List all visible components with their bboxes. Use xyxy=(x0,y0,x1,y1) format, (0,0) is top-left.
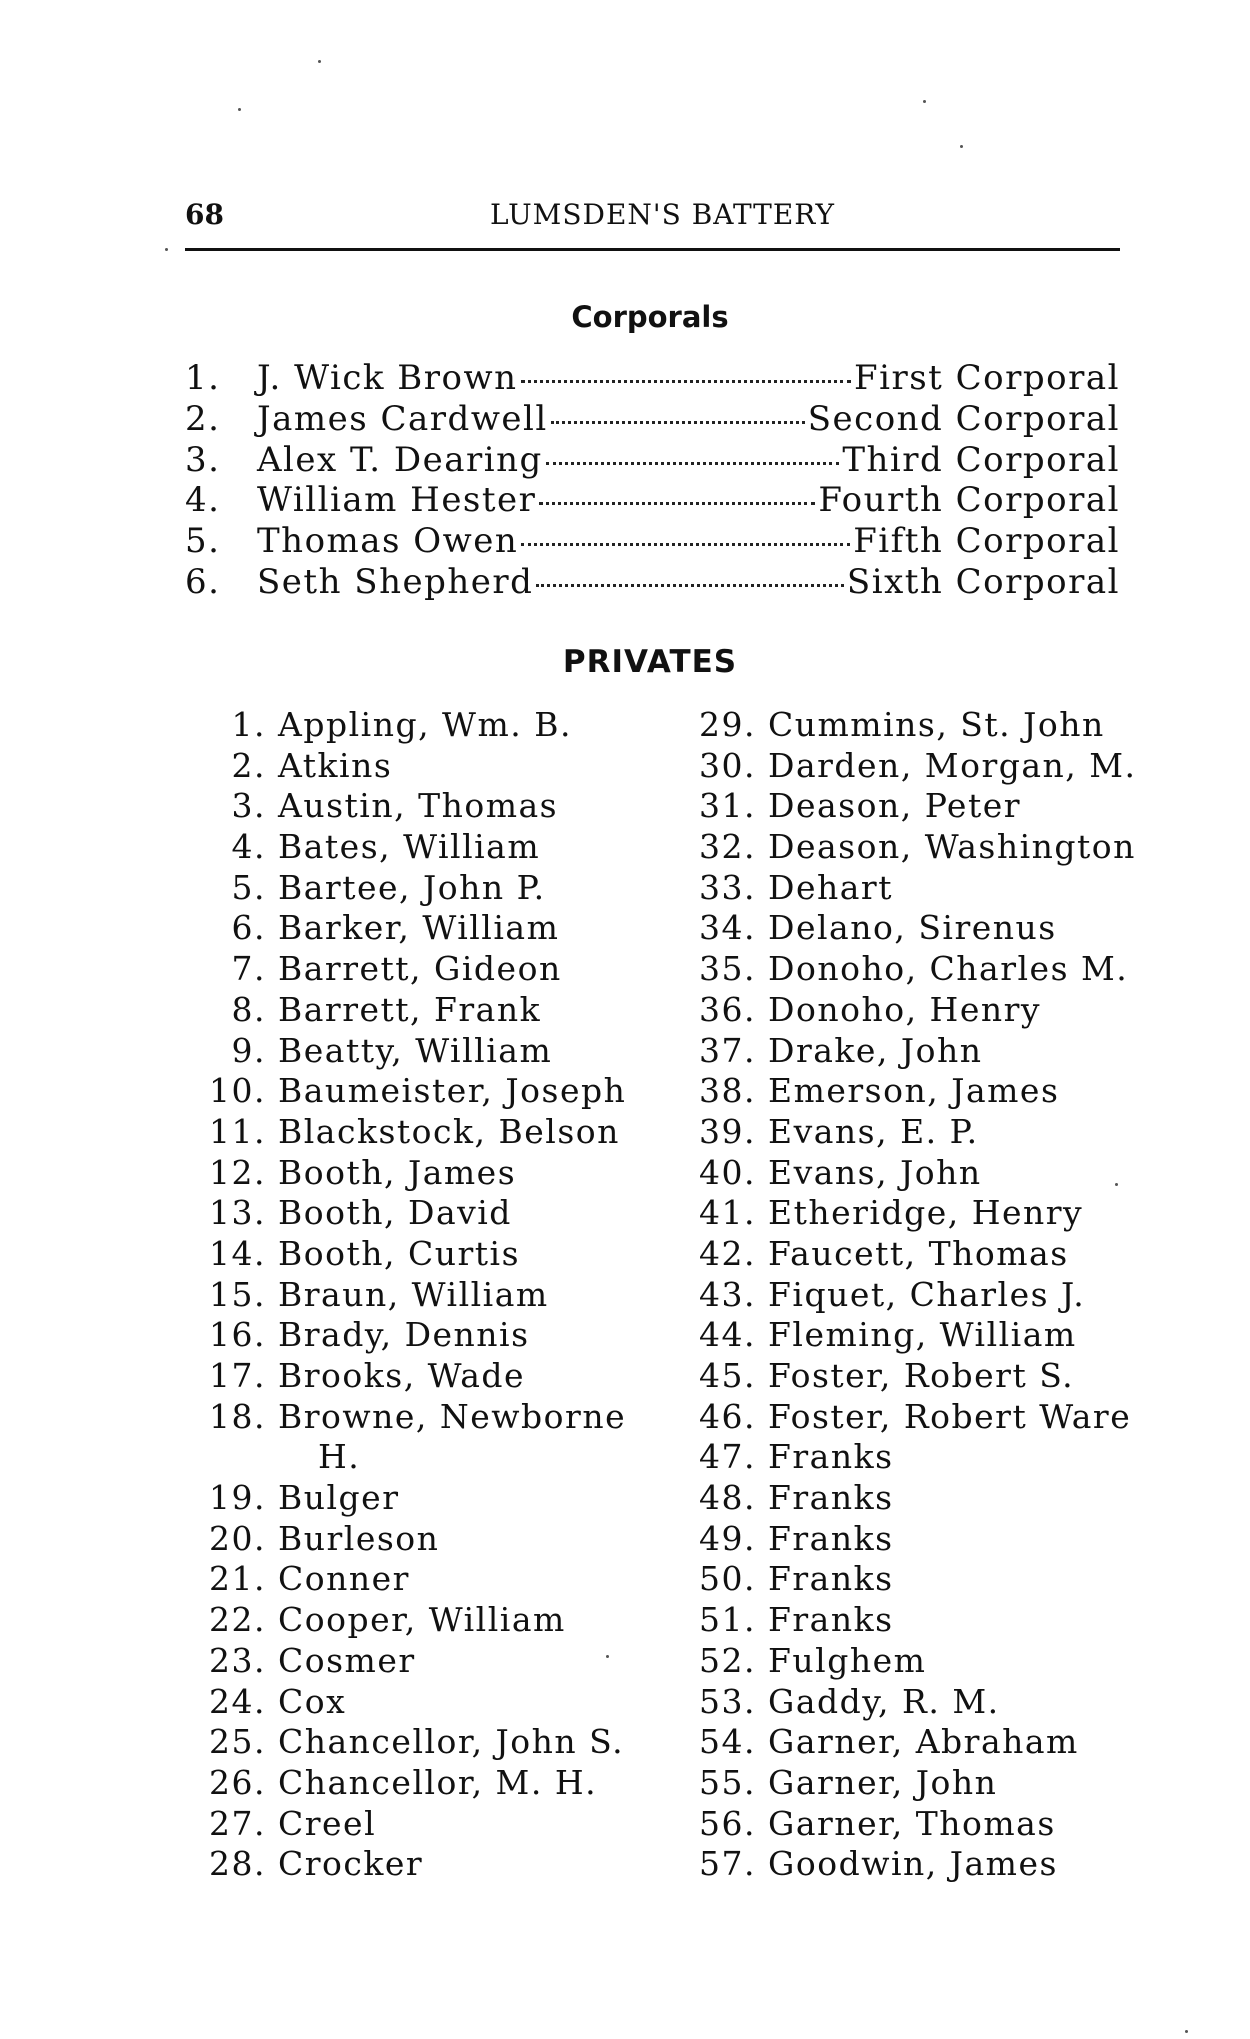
private-row xyxy=(190,1275,660,1316)
private-row xyxy=(190,908,660,949)
private-row xyxy=(190,1519,660,1560)
private-number: 4. xyxy=(231,827,266,867)
private-name: Beatty, William xyxy=(278,1030,553,1070)
private-number: 27. xyxy=(209,1803,266,1843)
privates-column-left xyxy=(190,705,660,1885)
private-name: Appling, Wm. B. xyxy=(278,705,572,744)
dot-leader xyxy=(551,421,805,424)
private-name: Garner, Abraham xyxy=(768,1722,1079,1762)
private-name: Donoho, Charles M. xyxy=(768,949,1129,989)
private-number: 53. xyxy=(699,1681,756,1721)
private-row xyxy=(190,1478,660,1519)
corporal-rank: First Corporal xyxy=(853,358,1120,398)
private-row xyxy=(680,1275,1140,1316)
private-number: 51. xyxy=(699,1600,756,1640)
corporal-name: J. Wick Brown xyxy=(257,358,518,398)
private-number: 6. xyxy=(231,908,266,948)
private-number: 42. xyxy=(699,1233,756,1273)
corporal-rank: Fifth Corporal xyxy=(853,521,1120,562)
private-row xyxy=(680,746,1140,787)
private-row xyxy=(680,1600,1140,1641)
private-number: 20. xyxy=(209,1518,266,1558)
private-number: 38. xyxy=(699,1071,756,1111)
private-number: 39. xyxy=(699,1111,756,1151)
private-name: Cox xyxy=(278,1681,347,1721)
private-name: Bartee, John P. xyxy=(278,867,546,907)
private-name: Faucett, Thomas xyxy=(768,1233,1069,1273)
private-row xyxy=(190,1193,660,1234)
private-row xyxy=(190,868,660,909)
private-row xyxy=(190,1844,660,1885)
private-row xyxy=(190,786,660,827)
private-number: 47. xyxy=(699,1437,756,1477)
private-name: Garner, Thomas xyxy=(768,1803,1056,1843)
private-name: Donoho, Henry xyxy=(768,989,1042,1029)
private-row xyxy=(680,1559,1140,1600)
privates-heading: PRIVATES xyxy=(562,644,738,680)
private-number: 31. xyxy=(699,786,756,826)
private-name: Brooks, Wade xyxy=(278,1356,526,1395)
private-row xyxy=(680,990,1140,1031)
page-header xyxy=(185,198,1120,251)
corporal-name: William Hester xyxy=(257,480,537,521)
private-name: Austin, Thomas xyxy=(278,786,559,826)
page-number: 68 xyxy=(185,198,224,231)
private-row xyxy=(680,1356,1140,1397)
corporal-rank: Second Corporal xyxy=(807,398,1120,439)
private-name: Cummins, St. John xyxy=(768,705,1105,744)
private-number: 18. xyxy=(209,1396,266,1436)
private-number: 56. xyxy=(699,1803,756,1843)
private-name: Delano, Sirenus xyxy=(768,908,1057,948)
private-name: Fleming, William xyxy=(768,1315,1077,1355)
dot-leader xyxy=(536,584,844,587)
private-row xyxy=(190,990,660,1031)
private-name: Barrett, Gideon xyxy=(278,949,562,989)
private-number: 24. xyxy=(209,1681,266,1721)
private-row xyxy=(680,1397,1140,1438)
private-name: Franks xyxy=(768,1600,894,1640)
private-number: 40. xyxy=(699,1152,756,1192)
scan-speck xyxy=(165,248,168,251)
corporals-heading: Corporals xyxy=(571,300,729,334)
private-number: 23. xyxy=(209,1640,266,1680)
scan-speck xyxy=(1185,2030,1188,2033)
scan-speck xyxy=(960,145,963,148)
corporal-row xyxy=(185,399,1120,440)
private-row xyxy=(190,705,660,746)
corporal-number: 1. xyxy=(185,358,221,398)
private-name: Goodwin, James xyxy=(768,1844,1058,1884)
private-name: Drake, John xyxy=(768,1030,983,1070)
private-row xyxy=(680,1478,1140,1519)
private-number: 22. xyxy=(209,1600,266,1640)
private-number: 7. xyxy=(231,949,266,989)
private-name: Bulger xyxy=(278,1478,400,1518)
corporal-name: Seth Shepherd xyxy=(257,561,534,602)
private-row xyxy=(190,1153,660,1194)
private-name: Braun, William xyxy=(278,1274,549,1314)
private-name: Deason, Peter xyxy=(768,786,1022,826)
private-row xyxy=(680,1071,1140,1112)
private-row xyxy=(680,1804,1140,1845)
corporal-row xyxy=(185,480,1120,521)
corporal-name: Alex T. Dearing xyxy=(257,439,543,480)
private-number: 45. xyxy=(699,1356,756,1395)
private-row xyxy=(190,827,660,868)
private-name: Atkins xyxy=(278,745,393,785)
private-number: 37. xyxy=(699,1030,756,1070)
private-name: Chancellor, M. H. xyxy=(278,1762,598,1802)
private-number: 30. xyxy=(699,745,756,785)
private-row xyxy=(680,1193,1140,1234)
private-row xyxy=(190,949,660,990)
private-name: Barrett, Frank xyxy=(278,989,542,1029)
private-row xyxy=(190,1071,660,1112)
private-row xyxy=(680,1641,1140,1682)
corporal-number: 2. xyxy=(185,398,221,439)
private-name: Franks xyxy=(768,1437,894,1477)
private-number: 36. xyxy=(699,989,756,1029)
scan-speck xyxy=(318,60,321,63)
private-name: Deason, Washington xyxy=(768,827,1136,867)
private-row xyxy=(680,1844,1140,1885)
private-number: 1. xyxy=(231,705,266,744)
private-number: 52. xyxy=(699,1640,756,1680)
private-row xyxy=(190,1397,660,1438)
private-row xyxy=(680,949,1140,990)
private-name: Barker, William xyxy=(278,908,560,948)
private-number: 10. xyxy=(209,1071,266,1111)
private-number: 41. xyxy=(699,1193,756,1233)
scan-speck xyxy=(238,108,241,111)
private-number: 14. xyxy=(209,1233,266,1273)
private-row xyxy=(680,1234,1140,1275)
private-number: 32. xyxy=(699,827,756,867)
private-number: 21. xyxy=(209,1559,266,1599)
private-number: 43. xyxy=(699,1274,756,1314)
private-row xyxy=(190,1763,660,1804)
private-number: 55. xyxy=(699,1762,756,1802)
private-name: Baumeister, Joseph xyxy=(278,1071,627,1111)
private-row xyxy=(190,1112,660,1153)
private-name: Blackstock, Belson xyxy=(278,1111,620,1151)
corporal-number: 5. xyxy=(185,521,221,562)
corporal-row xyxy=(185,440,1120,481)
private-row xyxy=(680,908,1140,949)
private-number: 9. xyxy=(231,1030,266,1070)
private-name: Burleson xyxy=(278,1518,440,1558)
private-row xyxy=(680,1153,1140,1194)
private-name: Garner, John xyxy=(768,1762,998,1802)
private-row xyxy=(190,1600,660,1641)
corporal-row xyxy=(185,521,1120,562)
private-number: 19. xyxy=(209,1478,266,1518)
private-row xyxy=(680,1722,1140,1763)
private-name: Conner xyxy=(278,1559,410,1599)
corporal-number: 3. xyxy=(185,439,221,480)
private-number: 29. xyxy=(699,705,756,744)
private-number: 28. xyxy=(209,1844,266,1884)
private-row xyxy=(190,1641,660,1682)
private-name: Darden, Morgan, M. xyxy=(768,745,1137,785)
corporal-name: James Cardwell xyxy=(257,398,548,439)
private-name-continuation: H. xyxy=(318,1437,361,1477)
private-row xyxy=(190,1234,660,1275)
dot-leader xyxy=(539,502,815,505)
running-title: LUMSDEN'S BATTERY xyxy=(490,198,835,231)
private-name: Chancellor, John S. xyxy=(278,1722,625,1762)
private-name: Franks xyxy=(768,1559,894,1599)
private-name: Bates, William xyxy=(278,827,541,867)
private-row xyxy=(190,1559,660,1600)
private-name: Evans, E. P. xyxy=(768,1111,979,1151)
private-name: Creel xyxy=(278,1803,377,1843)
private-name: Cosmer xyxy=(278,1640,416,1680)
corporals-list xyxy=(185,358,1120,603)
dot-leader xyxy=(521,543,850,546)
private-name: Foster, Robert S. xyxy=(768,1356,1075,1395)
private-number: 48. xyxy=(699,1478,756,1518)
private-row xyxy=(190,1722,660,1763)
private-name: Evans, John xyxy=(768,1152,982,1192)
private-number: 50. xyxy=(699,1559,756,1599)
dot-leader xyxy=(546,462,840,465)
corporal-number: 4. xyxy=(185,480,221,521)
private-name: Cooper, William xyxy=(278,1600,566,1640)
corporal-row xyxy=(185,358,1120,399)
private-name: Fiquet, Charles J. xyxy=(768,1274,1086,1314)
private-row xyxy=(190,1315,660,1356)
private-number: 34. xyxy=(699,908,756,948)
private-name: Foster, Robert Ware xyxy=(768,1396,1132,1436)
private-number: 12. xyxy=(209,1152,266,1192)
corporal-number: 6. xyxy=(185,561,221,602)
private-name: Franks xyxy=(768,1478,894,1518)
scan-speck xyxy=(923,100,926,103)
private-name: Fulghem xyxy=(768,1640,927,1680)
private-row xyxy=(190,1804,660,1845)
private-row xyxy=(190,1682,660,1723)
private-number: 25. xyxy=(209,1722,266,1762)
corporal-rank: Sixth Corporal xyxy=(846,561,1120,602)
corporal-name: Thomas Owen xyxy=(257,521,519,562)
private-row xyxy=(680,1519,1140,1560)
private-number: 15. xyxy=(209,1274,266,1314)
private-number: 17. xyxy=(209,1356,266,1395)
private-row xyxy=(680,827,1140,868)
private-row xyxy=(190,1031,660,1072)
private-name: Etheridge, Henry xyxy=(768,1193,1084,1233)
private-row xyxy=(680,868,1140,909)
private-name: Brady, Dennis xyxy=(278,1315,530,1355)
private-number: 35. xyxy=(699,949,756,989)
private-number: 13. xyxy=(209,1193,266,1233)
private-row xyxy=(680,1031,1140,1072)
private-number: 57. xyxy=(699,1844,756,1884)
private-number: 2. xyxy=(231,745,266,785)
private-name: Booth, Curtis xyxy=(278,1233,521,1273)
private-name: Crocker xyxy=(278,1844,424,1884)
private-name: Booth, David xyxy=(278,1193,512,1233)
private-name: Booth, James xyxy=(278,1152,517,1192)
private-number: 46. xyxy=(699,1396,756,1436)
private-number: 44. xyxy=(699,1315,756,1355)
private-name: Browne, Newborne xyxy=(278,1396,627,1436)
private-name: Franks xyxy=(768,1518,894,1558)
private-row xyxy=(680,1112,1140,1153)
corporal-rank: Third Corporal xyxy=(842,439,1120,480)
private-number: 16. xyxy=(209,1315,266,1355)
private-number: 5. xyxy=(231,867,266,907)
private-number: 49. xyxy=(699,1518,756,1558)
private-row xyxy=(680,1763,1140,1804)
private-number: 54. xyxy=(699,1722,756,1762)
private-row xyxy=(680,786,1140,827)
private-row xyxy=(190,746,660,787)
private-name: Gaddy, R. M. xyxy=(768,1681,1000,1721)
private-row xyxy=(190,1356,660,1397)
private-row xyxy=(680,1682,1140,1723)
dot-leader xyxy=(521,380,851,383)
privates-column-right xyxy=(680,705,1140,1885)
private-number: 11. xyxy=(209,1111,266,1151)
private-number: 8. xyxy=(231,989,266,1029)
private-name: Dehart xyxy=(768,867,893,907)
private-number: 26. xyxy=(209,1762,266,1802)
private-number: 3. xyxy=(231,786,266,826)
private-row xyxy=(680,1315,1140,1356)
private-name: Emerson, James xyxy=(768,1071,1060,1111)
corporal-row xyxy=(185,562,1120,603)
private-number: 33. xyxy=(699,867,756,907)
private-row xyxy=(680,705,1140,746)
private-row xyxy=(680,1437,1140,1478)
corporal-rank: Fourth Corporal xyxy=(818,480,1120,521)
